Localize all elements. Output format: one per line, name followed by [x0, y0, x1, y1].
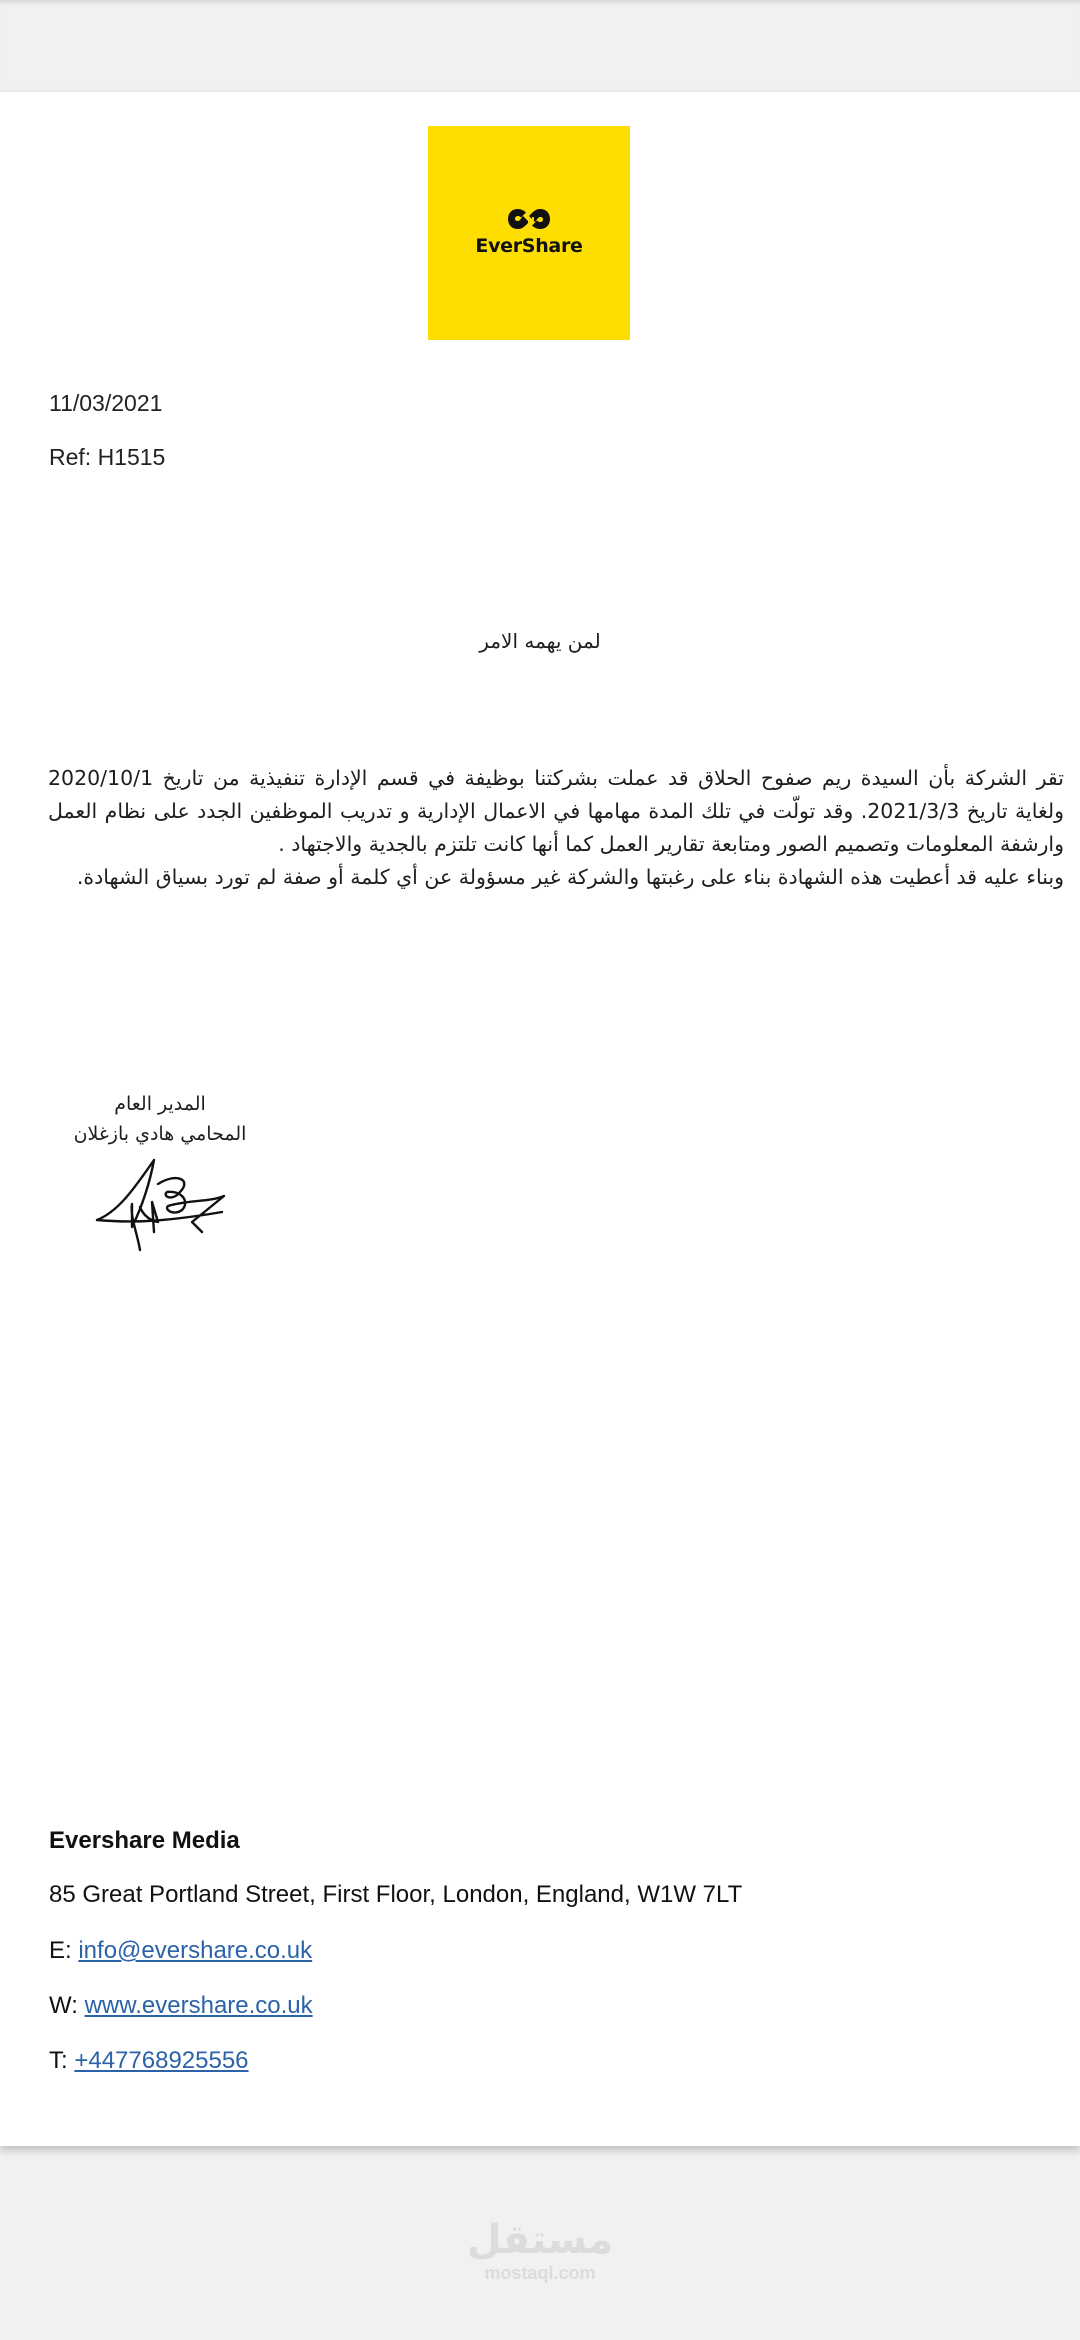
- web-label: W:: [49, 1992, 85, 2019]
- signature-icon: [92, 1152, 232, 1252]
- infinity-link-icon: [506, 205, 552, 233]
- certificate-body: [48, 762, 1064, 894]
- footer-web-row: [49, 1992, 313, 2020]
- footer-email-row: [49, 1937, 312, 1965]
- viewer-top-margin: [0, 0, 1080, 92]
- signatory-title: المدير العام: [114, 1093, 206, 1115]
- signatory-block: [60, 1089, 260, 1149]
- mostaql-watermark: [0, 2218, 1080, 2284]
- company-logo: [428, 126, 630, 340]
- logo-brand-name: EverShare: [475, 235, 583, 257]
- footer-company-name: Evershare Media: [49, 1827, 240, 1854]
- phone-link[interactable]: +447768925556: [74, 2047, 249, 2074]
- email-link[interactable]: info@evershare.co.uk: [78, 1937, 313, 1964]
- body-paragraph-1: تقر الشركة بأن السيدة ريم صفوح الحلاق قد عملت بشركتنا بوظيفة في قسم الإدارة تنفيذية من تاريخ 2020/10/1 ولغاية تاريخ 2021/3/3. وقد تولّت في تلك المدة مهامها في الاعمال الإدارية و تدريب الموظفين الجدد على نظام العمل وارشفة المعلومات وتصميم الصور ومتابعة تقارير العمل كما أنها كانت تلتزم بالجدية والاجتهاد .: [48, 766, 1064, 856]
- watermark-arabic-logo: مستقل: [466, 2217, 614, 2263]
- reference-number: Ref: H1515: [49, 444, 166, 470]
- footer-address: 85 Great Portland Street, First Floor, London, England, W1W 7LT: [49, 1881, 743, 1908]
- phone-label: T:: [49, 2047, 75, 2074]
- document-page: [0, 92, 1080, 2146]
- body-paragraph-2: وبناء عليه قد أعطيت هذه الشهادة بناء على رغبتها والشركة غير مسؤولة عن أي كلمة أو صفة لم تورد بسياق الشهادة.: [76, 865, 1064, 889]
- document-date: 11/03/2021: [49, 390, 163, 416]
- signatory-name: المحامي هادي بازغلان: [73, 1123, 247, 1145]
- footer-phone-row: [49, 2047, 249, 2075]
- email-label: E:: [49, 1937, 79, 1964]
- website-link[interactable]: www.evershare.co.uk: [84, 1992, 313, 2019]
- watermark-domain: mostaql.com: [484, 2263, 596, 2283]
- salutation-heading: لمن يهمه الامر: [479, 629, 601, 653]
